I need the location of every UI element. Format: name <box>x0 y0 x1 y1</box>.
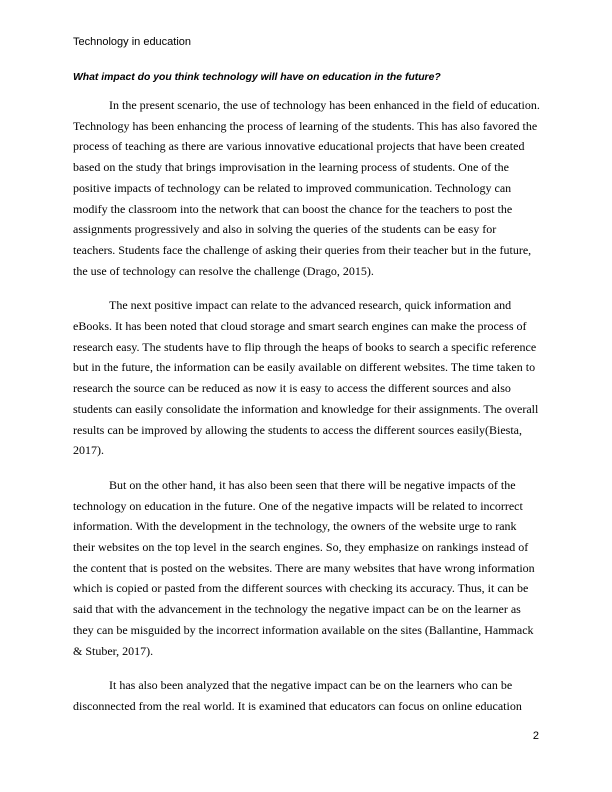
paragraph: It has also been analyzed that the negative impact can be on the learners who can be disconnected from the real world. It is examined that educators can focus on online education <box>73 678 522 713</box>
question-heading: What impact do you think technology will have on education in the future? <box>73 72 441 83</box>
paragraph: In the present scenario, the use of technology has been enhanced in the field of education. Technology has been enhancing the process of learning of the students. This has also favored the process of teaching as there are various innovative educational projects that have been created based on the study that brings improvisation in the learning process of students. One of the positive impacts of technology can be related to improved communication. Technology can modify the classroom into the network that can boost the chance for the teachers to post the assignments progressively and also in solving the queries of the students can be easy for teachers. Students face the challenge of asking their queries from their teacher but in the future, the use of technology can resolve the challenge (Drago, 2015). <box>73 98 540 278</box>
document-body <box>73 95 540 731</box>
paragraph: The next positive impact can relate to the advanced research, quick information and eBooks. It has been noted that cloud storage and smart search engines can make the process of research easy. The students have to flip through the heaps of books to search a specific reference but in the future, the information can be easily available on different websites. The time taken to research the source can be reduced as now it is easy to access the different sources and also students can easily consolidate the information and knowledge for their assignments. The overall results can be improved by allowing the students to access the different sources easily(Biesta, 2017). <box>73 298 539 458</box>
running-header: Technology in education <box>73 36 192 48</box>
paragraph: But on the other hand, it has also been seen that there will be negative impacts of the technology on education in the future. One of the negative impacts will be related to incorrect information. With the development in the technology, the owners of the website urge to rank their websites on the top level in the search engines. So, they emphasize on rankings instead of the content that is posted on the websites. There are many websites that have wrong information which is copied or pasted from the different sources with checking its accuracy. Thus, it can be said that with the advancement in the technology the negative impact can be on the learner as they can be misguided by the incorrect information available on the sites (Ballantine, Hammack & Stuber, 2017). <box>73 477 535 658</box>
page-number: 2 <box>532 730 539 742</box>
